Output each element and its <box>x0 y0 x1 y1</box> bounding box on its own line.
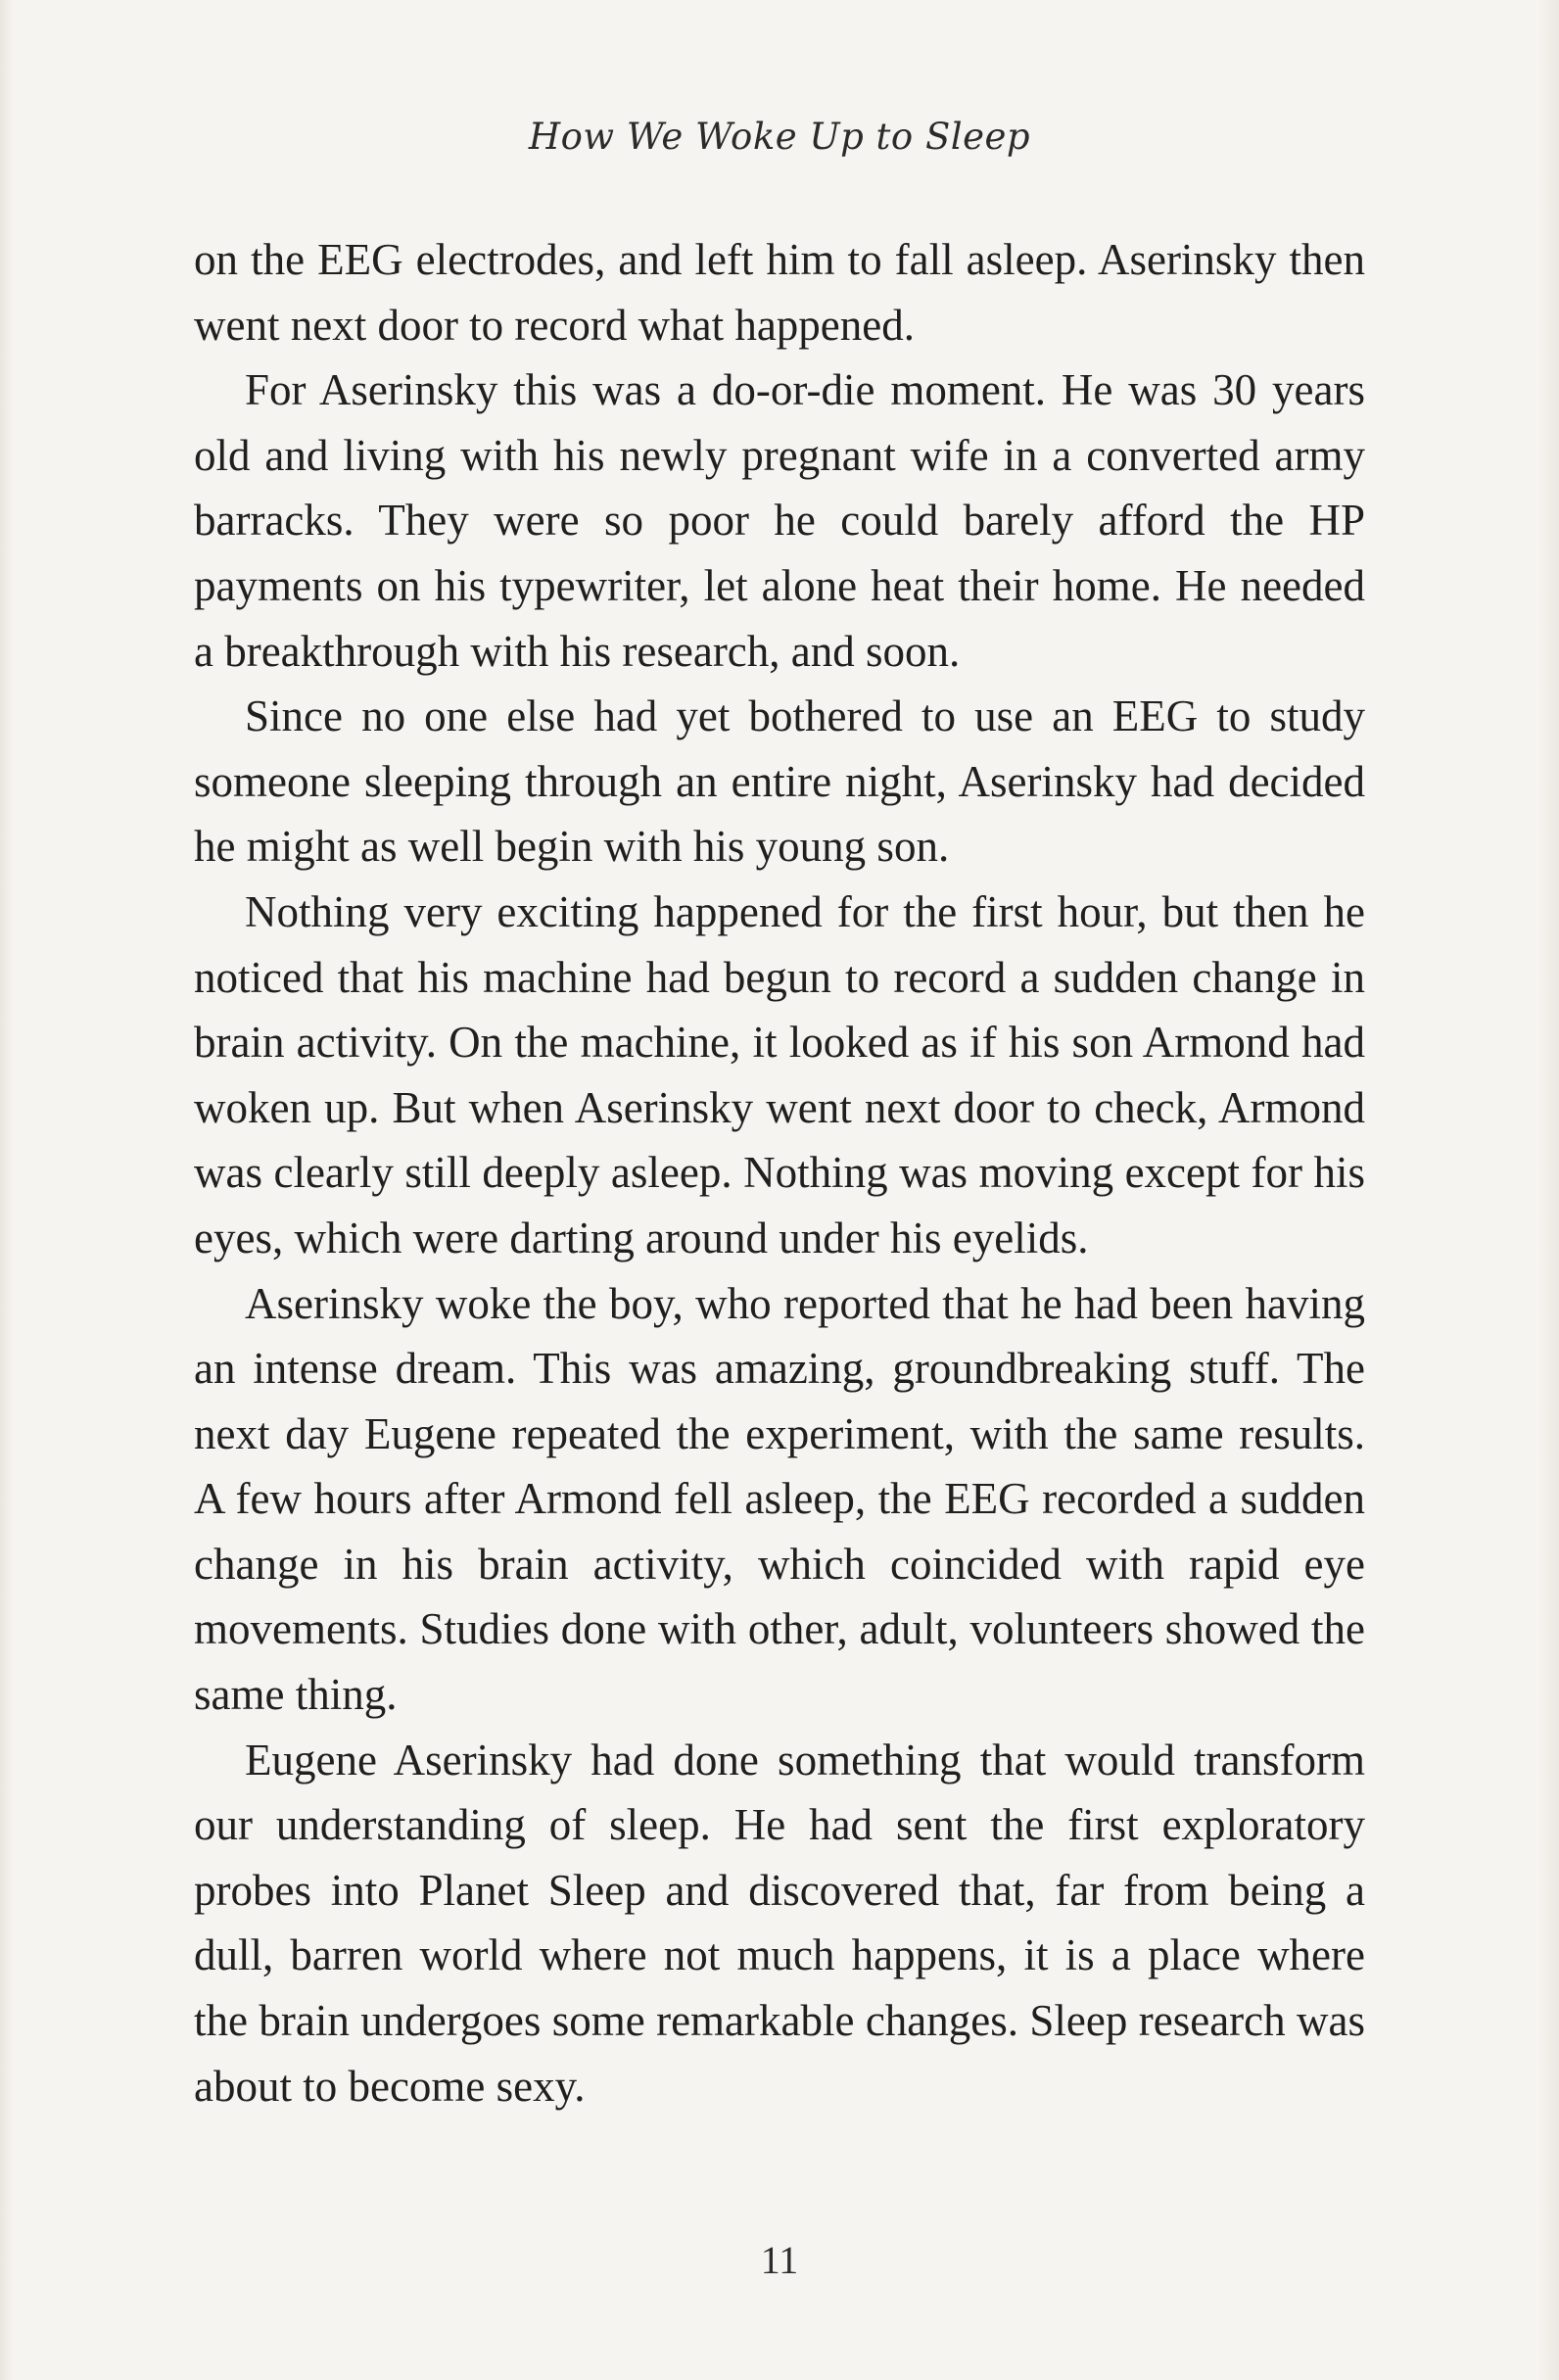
running-head: How We Woke Up to Sleep <box>528 116 1031 158</box>
paragraph-4: Nothing very exciting happened for the first hour, but then he noticed that his machine had begun to record a sudden change in brain activity. On the machine, it looked as if his son Armond had woken up. But when Aserinsky went next door to check, Armond was clearly still deeply asleep. Nothing was moving except for his eyes, which were darting around under his eyelids. <box>194 886 1365 1262</box>
paragraph-1: on the EEG electrodes, and left him to fall asleep. Aserinsky then went next door to record what happened. <box>194 235 1365 350</box>
page-number: 11 <box>760 2238 799 2282</box>
paragraph-5: Aserinsky woke the boy, who reported that he had been having an intense dream. This was amazing, groundbreaking stuff. The next day Eugene repeated the experiment, with the same results. A few hours after Armond fell asleep, the EEG recorded a sudden change in his brain activity, which coincided with rapid eye movements. Studies done with other, adult, volunteers showed the same thing. <box>194 1278 1365 1720</box>
paragraph-3: Since no one else had yet bothered to use an EEG to study someone sleeping through an entire night, Aserinsky had decided he might as well begin with his young son. <box>194 691 1365 872</box>
paragraph-6: Eugene Aserinsky had done something that would transform our understanding of sleep. He had sent the first exploratory probes into Planet Sleep and discovered that, far from being a dull, barren world where not much happens, it is a place where the brain undergoes some remarkable changes. Sleep research was about to become sexy. <box>194 1735 1365 2111</box>
paragraph-2: For Aserinsky this was a do-or-die moment. He was 30 years old and living with his newly pregnant wife in a converted army barracks. They were so poor he could barely afford the HP payments on his typewriter, let alone heat their home. He needed a breakthrough with his research, and soon. <box>194 365 1365 676</box>
body-text <box>194 227 1365 2118</box>
